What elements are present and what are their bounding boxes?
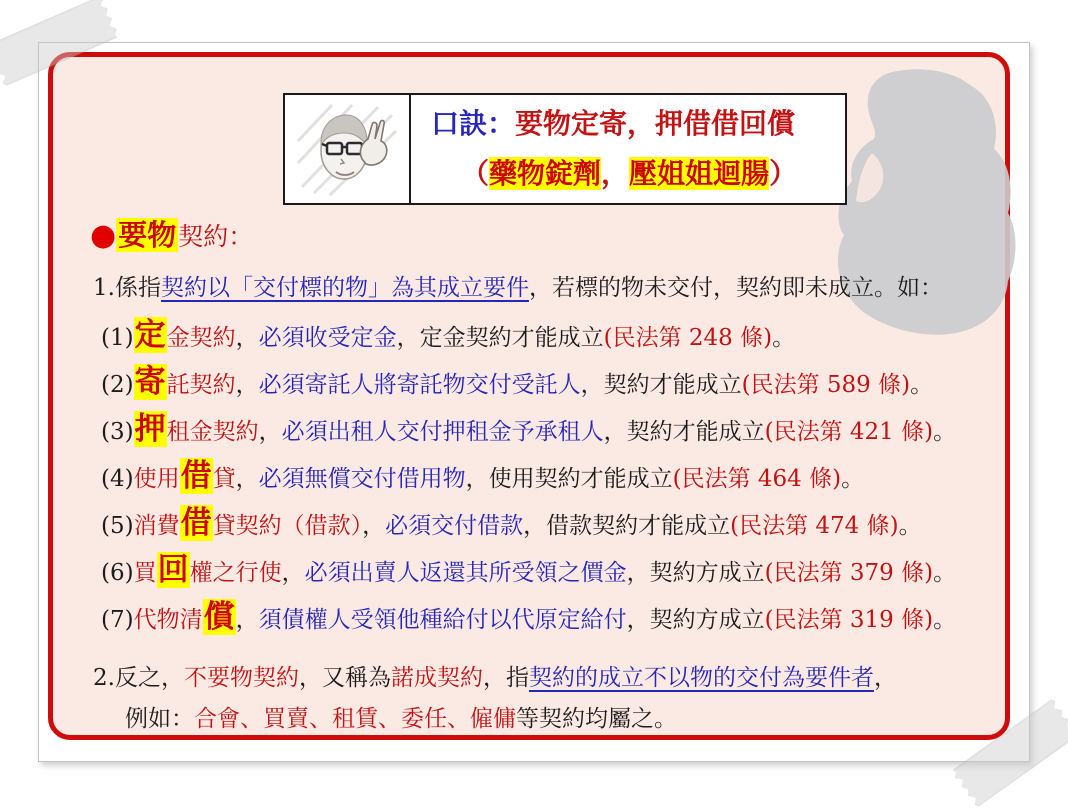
text-line [53, 500, 1003, 547]
text-segment: (民法第 474 條) [730, 513, 899, 539]
text-segment: ） [769, 157, 798, 190]
text-segment: 契約： [178, 222, 254, 251]
text-line [53, 702, 1003, 742]
text-segment: 借 [180, 458, 212, 494]
text-segment: 代物清 [133, 607, 203, 633]
text-segment: 契約以「交付標的物」為其成立要件 [160, 275, 529, 301]
text-line [53, 359, 1003, 406]
text-segment: 契約的成立不以物的交付為要件者 [528, 665, 874, 691]
text-segment: 1.係指 [93, 275, 161, 301]
text-segment: 使用 [133, 466, 180, 492]
text-segment: (4) [101, 466, 134, 492]
text-segment: (2) [101, 372, 134, 398]
text-line [53, 406, 1003, 453]
text-segment: ，若標的物未交付，契約即未成立。如： [528, 275, 943, 301]
section-heading [90, 207, 253, 265]
text-segment: ，契約方成立 [626, 560, 765, 586]
text-segment: 必須無償交付借用物 [258, 466, 466, 492]
text-segment: 。 [898, 513, 922, 539]
text-line [53, 594, 1003, 641]
mnemonic-box [283, 93, 847, 205]
text-segment: 。 [933, 607, 957, 633]
text-segment: 2.反之， [93, 665, 184, 691]
text-segment: 權之行使 [189, 560, 282, 586]
text-segment: (1) [101, 325, 134, 351]
portrait-cell [285, 95, 411, 203]
text-segment: 不要物契約 [183, 665, 299, 691]
text-segment: 。 [910, 372, 934, 398]
text-segment: 託契約 [166, 372, 236, 398]
text-segment: (民法第 379 條) [764, 560, 934, 586]
text-segment: 消費 [133, 513, 180, 539]
text-segment: ， [258, 419, 282, 445]
text-line [53, 655, 1003, 702]
text-segment: 口訣： [431, 107, 516, 140]
text-segment: (民法第 319 條) [764, 607, 934, 633]
text-segment: ，契約方成立 [626, 607, 765, 633]
text-line [53, 453, 1003, 500]
text-segment: ，又稱為 [298, 665, 391, 691]
text-segment: 須債權人受領他種給付以代原定給付 [258, 607, 627, 633]
text-line [53, 265, 1003, 312]
text-line [53, 547, 1003, 594]
text-segment: 租金契約 [166, 419, 259, 445]
text-segment: (民法第 248 條) [603, 325, 773, 351]
text-segment: ，定金契約才能成立 [396, 325, 604, 351]
text-segment: （ [461, 157, 490, 190]
text-segment: 。 [933, 419, 957, 445]
text-segment: ， [235, 325, 259, 351]
mnemonic-line [431, 149, 845, 199]
text-segment: (7) [101, 607, 134, 633]
mnemonic-text [411, 95, 845, 203]
text-segment: (6) [101, 560, 134, 586]
text-segment: ， [235, 372, 259, 398]
text-segment: ，使用契約才能成立 [465, 466, 673, 492]
text-segment: ， [235, 607, 259, 633]
text-segment: 藥物錠劑 [489, 157, 602, 190]
text-segment: 例如： [125, 706, 194, 732]
mnemonic-line [431, 99, 845, 149]
text-segment: 借 [180, 505, 212, 541]
text-segment: 。 [933, 560, 957, 586]
text-segment: 合會、買賣、租賃、委任、僱傭 [194, 706, 516, 732]
text-line [53, 312, 1003, 359]
text-segment: ，契約才能成立 [603, 419, 765, 445]
text-segment: 必須交付借款 [385, 513, 524, 539]
text-segment: ，借款契約才能成立 [523, 513, 731, 539]
text-segment: (民法第 589 條) [741, 372, 911, 398]
text-segment: 要物 [118, 218, 177, 252]
text-segment: 等契約均屬之。 [516, 706, 677, 732]
text-segment: 。 [772, 325, 796, 351]
body-text [53, 265, 1003, 742]
text-segment: 要物定寄，押借借回償 [515, 107, 796, 140]
text-segment: (3) [101, 419, 134, 445]
text-segment: 必須出租人交付押租金予承租人 [281, 419, 604, 445]
text-segment: 定 [134, 317, 166, 353]
text-segment: 回 [157, 552, 189, 588]
text-segment: 金契約 [166, 325, 236, 351]
text-segment: ， [235, 466, 259, 492]
text-segment: 押 [134, 411, 166, 447]
text-segment: (5) [101, 513, 134, 539]
text-segment: ，契約才能成立 [580, 372, 742, 398]
text-segment: 買 [133, 560, 157, 586]
text-segment: ， [601, 157, 630, 190]
text-segment: ， [281, 560, 305, 586]
text-segment: ， [873, 665, 897, 691]
text-segment: 必須寄託人將寄託物交付受託人 [258, 372, 581, 398]
text-segment: 壓姐姐迴腸 [629, 157, 770, 190]
text-segment: ，指 [482, 665, 529, 691]
text-segment: 必須收受定金 [258, 325, 397, 351]
sketch-portrait-icon [296, 101, 398, 197]
red-frame-panel [48, 52, 1010, 740]
text-segment: (民法第 421 條) [764, 419, 934, 445]
text-segment: ， [362, 513, 386, 539]
text-segment: 貸契約（借款） [212, 513, 363, 539]
text-segment: 寄 [134, 364, 166, 400]
text-segment: (民法第 464 條) [672, 466, 842, 492]
text-segment: ● [90, 218, 117, 253]
text-segment: 諾成契約 [390, 665, 483, 691]
text-segment: 必須出賣人返還其所受領之價金 [304, 560, 627, 586]
text-segment: 償 [203, 599, 235, 635]
text-segment: 貸 [212, 466, 236, 492]
text-segment: 。 [841, 466, 865, 492]
